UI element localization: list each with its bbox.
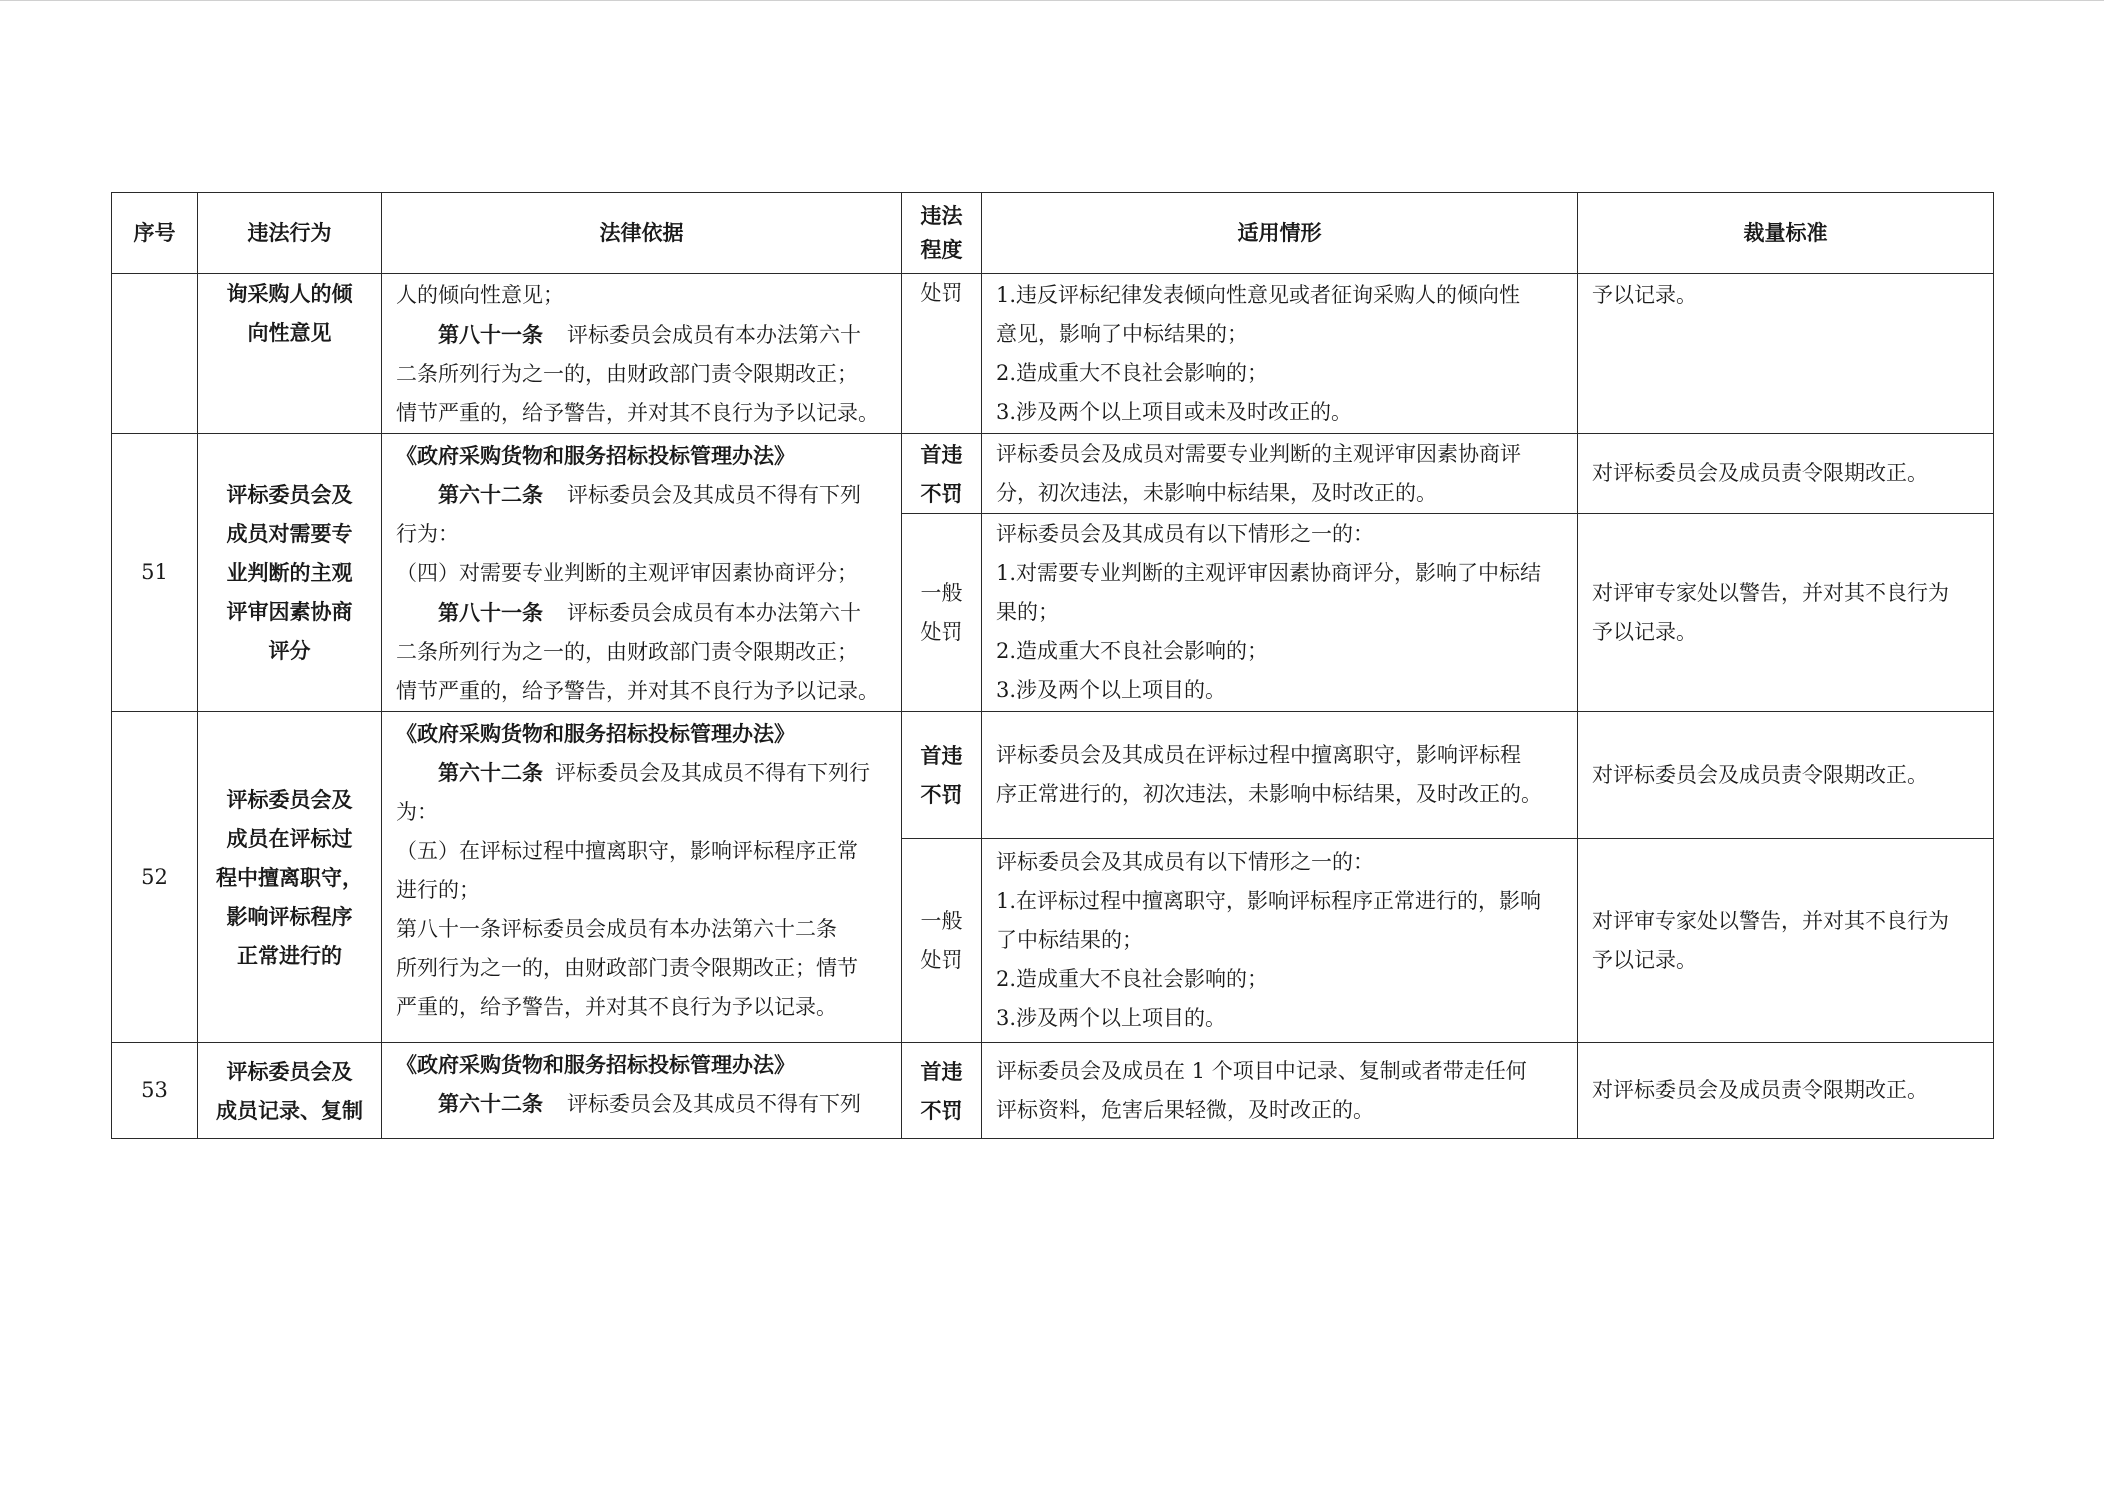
act-53-line-2: 成员记录、复制 xyxy=(216,1097,363,1123)
act-50-line-2: 向性意见 xyxy=(247,320,332,345)
std-51b-line-2: 予以记录。 xyxy=(1592,619,1697,644)
sit-52a-line-2: 序正常进行的，初次违法，未影响中标结果，及时改正的。 xyxy=(996,782,1542,806)
law-53-title: 《政府采购货物和服务招标投标管理办法》 xyxy=(396,1052,795,1077)
seq-cell-50 xyxy=(112,274,198,434)
sit-50-line-3: 2.造成重大不良社会影响的； xyxy=(996,361,1269,385)
law-52-article-1: 第六十二条 xyxy=(438,760,543,785)
law-52-title: 《政府采购货物和服务招标投标管理办法》 xyxy=(396,721,795,746)
law-50-article: 第八十一条 xyxy=(438,322,543,347)
sit-52b-line-3: 了中标结果的； xyxy=(996,928,1143,952)
act-52-line-3: 程中擅离职守， xyxy=(216,864,363,890)
header-seq: 序号 xyxy=(112,193,198,274)
discretion-standard-table xyxy=(111,192,1994,1139)
deg-51b-line-1: 一般 xyxy=(920,580,963,605)
situation-cell-52a xyxy=(982,712,1578,839)
law-cell-50 xyxy=(382,274,902,434)
law-50-line-1: 人的倾向性意见； xyxy=(396,283,564,307)
law-51-line-1: 评标委员会及其成员不得有下列 xyxy=(567,483,861,507)
act-51-line-2: 成员对需要专 xyxy=(226,521,353,546)
deg-52a-line-1: 首违 xyxy=(920,743,963,768)
degree-cell-51b xyxy=(902,514,982,712)
law-52-line-6: 所列行为之一的，由财政部门责令限期改正；情节 xyxy=(396,956,858,980)
law-51-line-4: 评标委员会成员有本办法第六十 xyxy=(567,601,861,625)
sit-51b-line-3: 果的； xyxy=(996,600,1059,625)
table-row-51a xyxy=(112,434,1994,514)
deg-53-line-1: 首违 xyxy=(920,1058,963,1084)
standard-cell-53: 对评标委员会及成员责令限期改正。 xyxy=(1578,1043,1994,1139)
seq-cell-52: 52 xyxy=(112,712,198,1043)
law-51-article-1: 第六十二条 xyxy=(438,482,543,507)
header-degree-line-1: 违法 xyxy=(920,203,963,228)
table-row-50-cont xyxy=(112,274,1994,434)
situation-cell-50 xyxy=(982,274,1578,434)
sit-50-line-1: 1.违反评标纪律发表倾向性意见或者征询采购人的倾向性 xyxy=(996,283,1521,307)
sit-52b-line-5: 3.涉及两个以上项目的。 xyxy=(996,1006,1227,1030)
seq-cell-51: 51 xyxy=(112,434,198,712)
seq-cell-53: 53 xyxy=(112,1043,198,1139)
act-52-line-4: 影响评标程序 xyxy=(226,903,353,929)
act-cell-50 xyxy=(198,274,382,434)
act-51-line-4: 评审因素协商 xyxy=(226,599,353,624)
deg-52b-line-2: 处罚 xyxy=(920,947,963,972)
act-52-line-2: 成员在评标过 xyxy=(226,825,353,851)
law-50-line-3: 二条所列行为之一的，由财政部门责令限期改正； xyxy=(396,362,858,386)
std-52b-line-1: 对评审专家处以警告，并对其不良行为 xyxy=(1592,908,1949,933)
sit-51a-line-1: 评标委员会及成员对需要专业判断的主观评审因素协商评 xyxy=(996,441,1521,466)
act-52-line-1: 评标委员会及 xyxy=(226,786,353,812)
law-51-article-2: 第八十一条 xyxy=(438,600,543,625)
law-51-line-6: 情节严重的，给予警告，并对其不良行为予以记录。 xyxy=(396,679,879,703)
sit-51a-line-2: 分，初次违法，未影响中标结果，及时改正的。 xyxy=(996,480,1437,505)
sit-50-line-4: 3.涉及两个以上项目或未及时改正的。 xyxy=(996,400,1353,424)
law-52-line-2: 为： xyxy=(396,800,438,824)
deg-52b-line-1: 一般 xyxy=(920,908,963,933)
header-law: 法律依据 xyxy=(382,193,902,274)
act-cell-53 xyxy=(198,1043,382,1139)
header-act: 违法行为 xyxy=(198,193,382,274)
table-row-53 xyxy=(112,1043,1994,1139)
sit-53-line-1: 评标委员会及成员在 1 个项目中记录、复制或者带走任何 xyxy=(996,1058,1527,1083)
act-51-line-3: 业判断的主观 xyxy=(226,560,353,585)
law-52-line-5: 第八十一条评标委员会成员有本办法第六十二条 xyxy=(396,917,837,941)
act-50-line-1: 询采购人的倾 xyxy=(226,281,353,306)
law-52-line-7: 严重的，给予警告，并对其不良行为予以记录。 xyxy=(396,995,837,1019)
standard-cell-51a: 对评标委员会及成员责令限期改正。 xyxy=(1578,434,1994,514)
page-top-edge xyxy=(0,0,2104,1)
law-cell-53 xyxy=(382,1043,902,1139)
sit-51b-line-4: 2.造成重大不良社会影响的； xyxy=(996,639,1269,664)
standard-cell-52b xyxy=(1578,839,1994,1043)
degree-cell-52a xyxy=(902,712,982,839)
law-51-title: 《政府采购货物和服务招标投标管理办法》 xyxy=(396,443,795,468)
sit-51b-line-1: 评标委员会及其成员有以下情形之一的： xyxy=(996,522,1374,547)
act-cell-52 xyxy=(198,712,382,1043)
sit-51b-line-5: 3.涉及两个以上项目的。 xyxy=(996,678,1227,703)
situation-cell-52b xyxy=(982,839,1578,1043)
sit-52b-line-1: 评标委员会及其成员有以下情形之一的： xyxy=(996,850,1374,874)
law-53-article-1: 第六十二条 xyxy=(438,1091,543,1116)
degree-cell-51a xyxy=(902,434,982,514)
deg-51a-line-1: 首违 xyxy=(920,441,963,467)
law-51-line-5: 二条所列行为之一的，由财政部门责令限期改正； xyxy=(396,640,858,664)
situation-cell-51a xyxy=(982,434,1578,514)
act-52-line-5: 正常进行的 xyxy=(237,942,342,968)
law-53-line-1: 评标委员会及其成员不得有下列 xyxy=(567,1092,861,1116)
std-52b-line-2: 予以记录。 xyxy=(1592,947,1697,972)
header-degree xyxy=(902,193,982,274)
degree-cell-53 xyxy=(902,1043,982,1139)
sit-51b-line-2: 1.对需要专业判断的主观评审因素协商评分，影响了中标结 xyxy=(996,561,1542,586)
standard-cell-51b xyxy=(1578,514,1994,712)
deg-51b-line-2: 处罚 xyxy=(920,619,963,644)
sit-50-line-2: 意见，影响了中标结果的； xyxy=(996,322,1248,346)
act-51-line-5: 评分 xyxy=(268,638,311,663)
deg-51a-line-2: 不罚 xyxy=(920,480,963,506)
sit-53-line-2: 评标资料，危害后果轻微，及时改正的。 xyxy=(996,1097,1374,1122)
law-50-line-4: 情节严重的，给予警告，并对其不良行为予以记录。 xyxy=(396,401,879,425)
standard-cell-52a: 对评标委员会及成员责令限期改正。 xyxy=(1578,712,1994,839)
degree-cell-52b xyxy=(902,839,982,1043)
deg-52a-line-2: 不罚 xyxy=(920,782,963,807)
law-cell-51 xyxy=(382,434,902,712)
law-cell-52 xyxy=(382,712,902,1043)
sit-52a-line-1: 评标委员会及其成员在评标过程中擅离职守，影响评标程 xyxy=(996,743,1521,767)
header-degree-line-2: 程度 xyxy=(920,237,963,262)
situation-cell-51b xyxy=(982,514,1578,712)
act-51-line-1: 评标委员会及 xyxy=(226,482,353,507)
header-situation: 适用情形 xyxy=(982,193,1578,274)
table-header-row xyxy=(112,193,1994,274)
act-cell-51 xyxy=(198,434,382,712)
header-standard: 裁量标准 xyxy=(1578,193,1994,274)
deg-53-line-2: 不罚 xyxy=(920,1097,963,1123)
standard-cell-50: 予以记录。 xyxy=(1578,274,1994,434)
sit-52b-line-4: 2.造成重大不良社会影响的； xyxy=(996,967,1269,991)
law-51-line-3: （四）对需要专业判断的主观评审因素协商评分； xyxy=(396,561,858,585)
law-51-line-2: 行为： xyxy=(396,522,459,546)
law-50-line-2: 评标委员会成员有本办法第六十 xyxy=(567,323,861,347)
law-52-line-4: 进行的； xyxy=(396,878,480,902)
degree-cell-50: 处罚 xyxy=(902,274,982,434)
sit-52b-line-2: 1.在评标过程中擅离职守，影响评标程序正常进行的，影响 xyxy=(996,889,1542,913)
situation-cell-53 xyxy=(982,1043,1578,1139)
table-row-52a xyxy=(112,712,1994,839)
act-53-line-1: 评标委员会及 xyxy=(226,1058,353,1084)
law-52-line-3: （五）在评标过程中擅离职守，影响评标程序正常 xyxy=(396,839,858,863)
law-52-line-1: 评标委员会及其成员不得有下列行 xyxy=(555,761,870,785)
std-51b-line-1: 对评审专家处以警告，并对其不良行为 xyxy=(1592,580,1949,605)
